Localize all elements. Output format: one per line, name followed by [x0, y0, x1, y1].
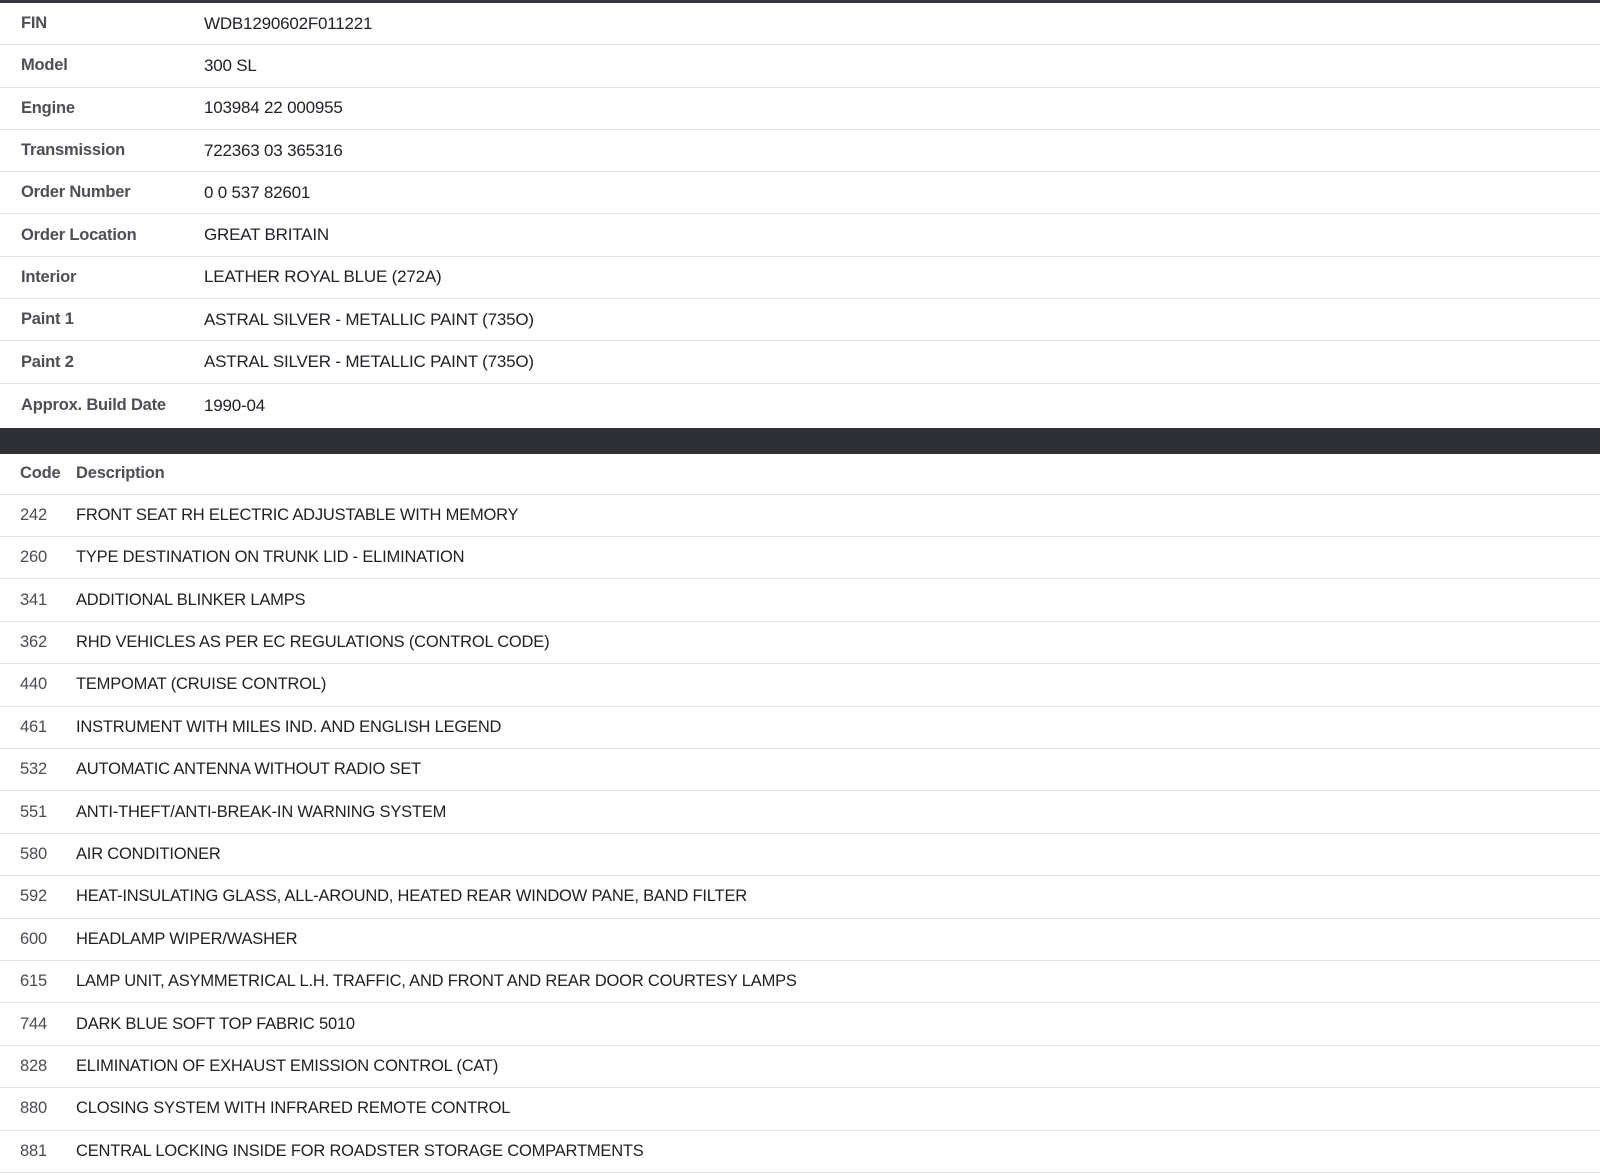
equipment-row-description: DARK BLUE SOFT TOP FABRIC 5010	[76, 1003, 1600, 1045]
equipment-row-code: 615	[0, 960, 76, 1002]
equipment-row-code: 362	[0, 621, 76, 663]
equipment-row-description: TYPE DESTINATION ON TRUNK LID - ELIMINATION	[76, 537, 1600, 579]
equipment-row-code: 600	[0, 918, 76, 960]
info-row-label: Paint 1	[0, 299, 204, 341]
info-row-label: Engine	[0, 87, 204, 129]
equipment-row-code: 242	[0, 494, 76, 536]
equipment-row	[0, 833, 1600, 875]
equipment-row	[0, 1088, 1600, 1130]
code-column-header: Code	[0, 454, 76, 495]
info-row	[0, 87, 1600, 129]
info-row-label: Order Location	[0, 214, 204, 256]
equipment-row-description: TEMPOMAT (CRUISE CONTROL)	[76, 664, 1600, 706]
equipment-row-code: 880	[0, 1088, 76, 1130]
equipment-row	[0, 1003, 1600, 1045]
info-row-label: Order Number	[0, 172, 204, 214]
info-row-label: Approx. Build Date	[21, 396, 166, 415]
equipment-row-description: RHD VEHICLES AS PER EC REGULATIONS (CONTROL CODE)	[76, 621, 1600, 663]
info-row	[0, 45, 1600, 87]
equipment-row	[0, 537, 1600, 579]
equipment-row-code: 341	[0, 579, 76, 621]
info-row	[0, 256, 1600, 298]
info-row-value: 300 SL	[204, 45, 1600, 87]
equipment-row-code: 440	[0, 664, 76, 706]
equipment-row	[0, 706, 1600, 748]
equipment-row-description: ANTI-THEFT/ANTI-BREAK-IN WARNING SYSTEM	[76, 791, 1600, 833]
info-row	[0, 129, 1600, 171]
equipment-row-code: 461	[0, 706, 76, 748]
codes-header-row	[0, 454, 1600, 495]
equipment-row	[0, 1130, 1600, 1172]
equipment-row-code: 744	[0, 1003, 76, 1045]
info-row-label: FIN	[0, 3, 204, 45]
equipment-row	[0, 1045, 1600, 1087]
info-row-label: Transmission	[0, 129, 204, 171]
equipment-row-code: 260	[0, 537, 76, 579]
description-column-header: Description	[76, 454, 1600, 495]
equipment-row	[0, 579, 1600, 621]
equipment-row-code: 592	[0, 876, 76, 918]
equipment-row	[0, 494, 1600, 536]
info-row	[0, 214, 1600, 256]
equipment-row-code: 551	[0, 791, 76, 833]
equipment-row-code: 828	[0, 1045, 76, 1087]
vehicle-info-table	[0, 3, 1600, 428]
info-row-label: Interior	[0, 256, 204, 298]
equipment-row-code: 532	[0, 749, 76, 791]
equipment-row-description: LAMP UNIT, ASYMMETRICAL L.H. TRAFFIC, AND FRONT AND REAR DOOR COURTESY LAMPS	[76, 960, 1600, 1002]
equipment-row	[0, 960, 1600, 1002]
info-row-value: 1990-04	[204, 395, 265, 415]
equipment-row	[0, 918, 1600, 960]
info-row-label: Paint 2	[0, 341, 204, 383]
equipment-row-description: ADDITIONAL BLINKER LAMPS	[76, 579, 1600, 621]
section-divider-bar	[0, 428, 1600, 454]
equipment-row	[0, 664, 1600, 706]
equipment-row-description: HEAT-INSULATING GLASS, ALL-AROUND, HEATED REAR WINDOW PANE, BAND FILTER	[76, 876, 1600, 918]
equipment-row-description: CENTRAL LOCKING INSIDE FOR ROADSTER STORAGE COMPARTMENTS	[76, 1130, 1600, 1172]
info-row-value: 722363 03 365316	[204, 129, 1600, 171]
info-row	[0, 341, 1600, 383]
equipment-row	[0, 791, 1600, 833]
info-row-value: ASTRAL SILVER - METALLIC PAINT (735O)	[204, 299, 1600, 341]
equipment-row-description: ELIMINATION OF EXHAUST EMISSION CONTROL (CAT)	[76, 1045, 1600, 1087]
info-row-value: LEATHER ROYAL BLUE (272A)	[204, 256, 1600, 298]
info-row-value: WDB1290602F011221	[204, 3, 1600, 45]
info-row-value: ASTRAL SILVER - METALLIC PAINT (735O)	[204, 341, 1600, 383]
info-row	[0, 383, 1600, 428]
info-row	[0, 172, 1600, 214]
info-row-value: 0 0 537 82601	[204, 172, 1600, 214]
equipment-row	[0, 621, 1600, 663]
info-row	[0, 299, 1600, 341]
info-row-label: Model	[0, 45, 204, 87]
info-row-value: GREAT BRITAIN	[204, 214, 1600, 256]
equipment-row	[0, 876, 1600, 918]
equipment-row-description: AIR CONDITIONER	[76, 833, 1600, 875]
equipment-row-description: FRONT SEAT RH ELECTRIC ADJUSTABLE WITH MEMORY	[76, 494, 1600, 536]
equipment-row-description: HEADLAMP WIPER/WASHER	[76, 918, 1600, 960]
equipment-row-description: INSTRUMENT WITH MILES IND. AND ENGLISH LEGEND	[76, 706, 1600, 748]
equipment-row	[0, 749, 1600, 791]
equipment-row-code: 580	[0, 833, 76, 875]
info-row	[0, 3, 1600, 45]
equipment-row-description: CLOSING SYSTEM WITH INFRARED REMOTE CONTROL	[76, 1088, 1600, 1130]
equipment-row-code: 881	[0, 1130, 76, 1172]
equipment-row-description: AUTOMATIC ANTENNA WITHOUT RADIO SET	[76, 749, 1600, 791]
info-row-value: 103984 22 000955	[204, 87, 1600, 129]
equipment-codes-table	[0, 454, 1600, 1173]
